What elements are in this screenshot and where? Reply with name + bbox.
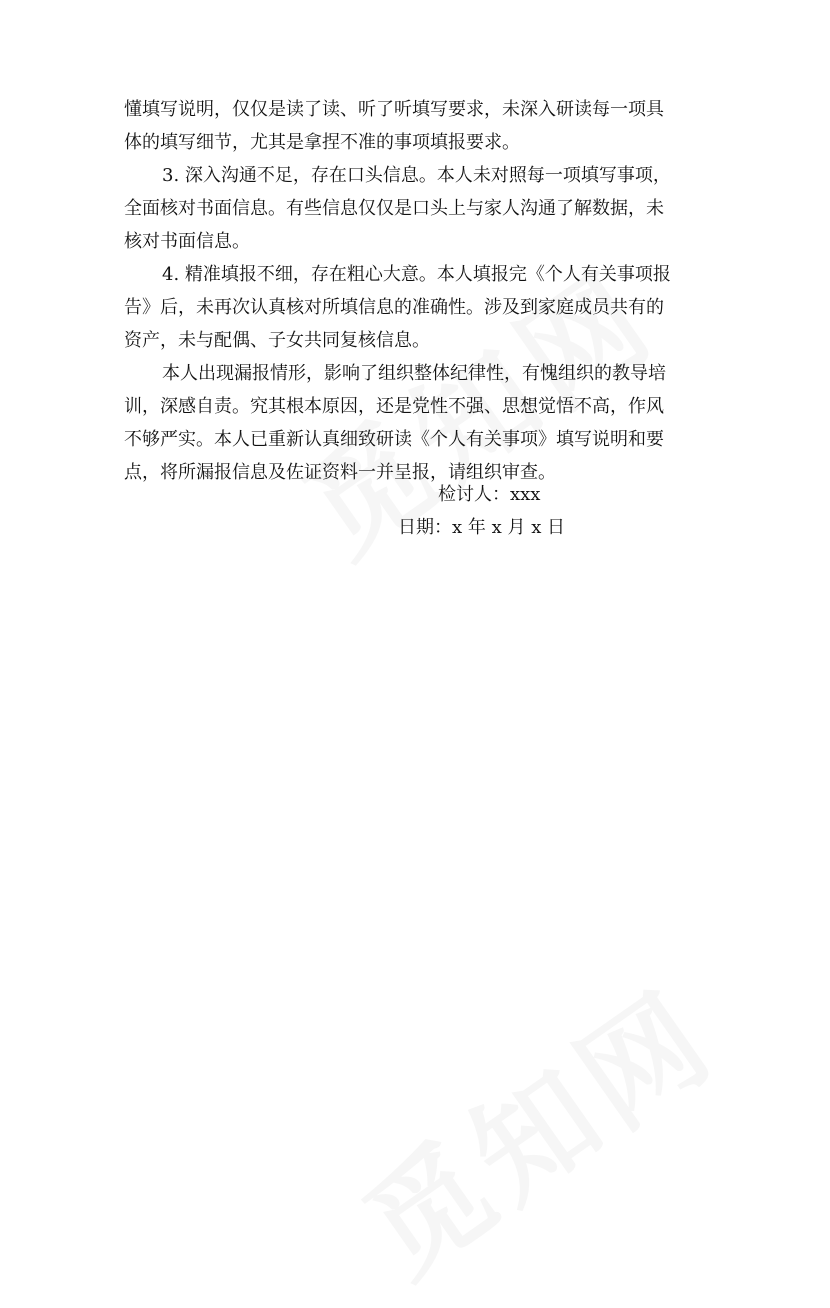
text-line: 懂填写说明，仅仅是读了读、听了听填写要求，未深入研读每一项具 [124,99,664,120]
date-line: 日期：x 年 x 月 x 日 [398,517,566,538]
text-line: 全面核对书面信息。有些信息仅仅是口头上与家人沟通了解数据，未 [124,198,664,219]
text-line: 资产，未与配偶、子女共同复核信息。 [124,330,430,351]
signature-block [398,478,618,544]
text-line: 训，深感自责。究其根本原因，还是党性不强、思想觉悟不高，作风 [124,396,664,417]
paragraph-conclusion-start: 本人出现漏报情形，影响了组织整体纪律性，有愧组织的教导培 [162,363,666,384]
text-line: 告》后，未再次认真核对所填信息的准确性。涉及到家庭成员共有的 [124,297,664,318]
text-line: 不够严实。本人已重新认真细致研读《个人有关事项》填写说明和要 [124,429,664,450]
text-line: 点，将所漏报信息及佐证资料一并呈报，请组织审查。 [124,462,556,483]
paragraph-3-start: 3. 深入沟通不足，存在口头信息。本人未对照每一项填写事项， [162,165,671,186]
paragraph-4-start: 4. 精准填报不细，存在粗心大意。本人填报完《个人有关事项报 [162,264,671,285]
document-body [124,93,710,489]
text-line: 核对书面信息。 [124,231,250,252]
reviewer-line: 检讨人：xxx [438,484,541,505]
text-line: 体的填写细节，尤其是拿捏不准的事项填报要求。 [124,132,520,153]
watermark [326,944,744,1308]
